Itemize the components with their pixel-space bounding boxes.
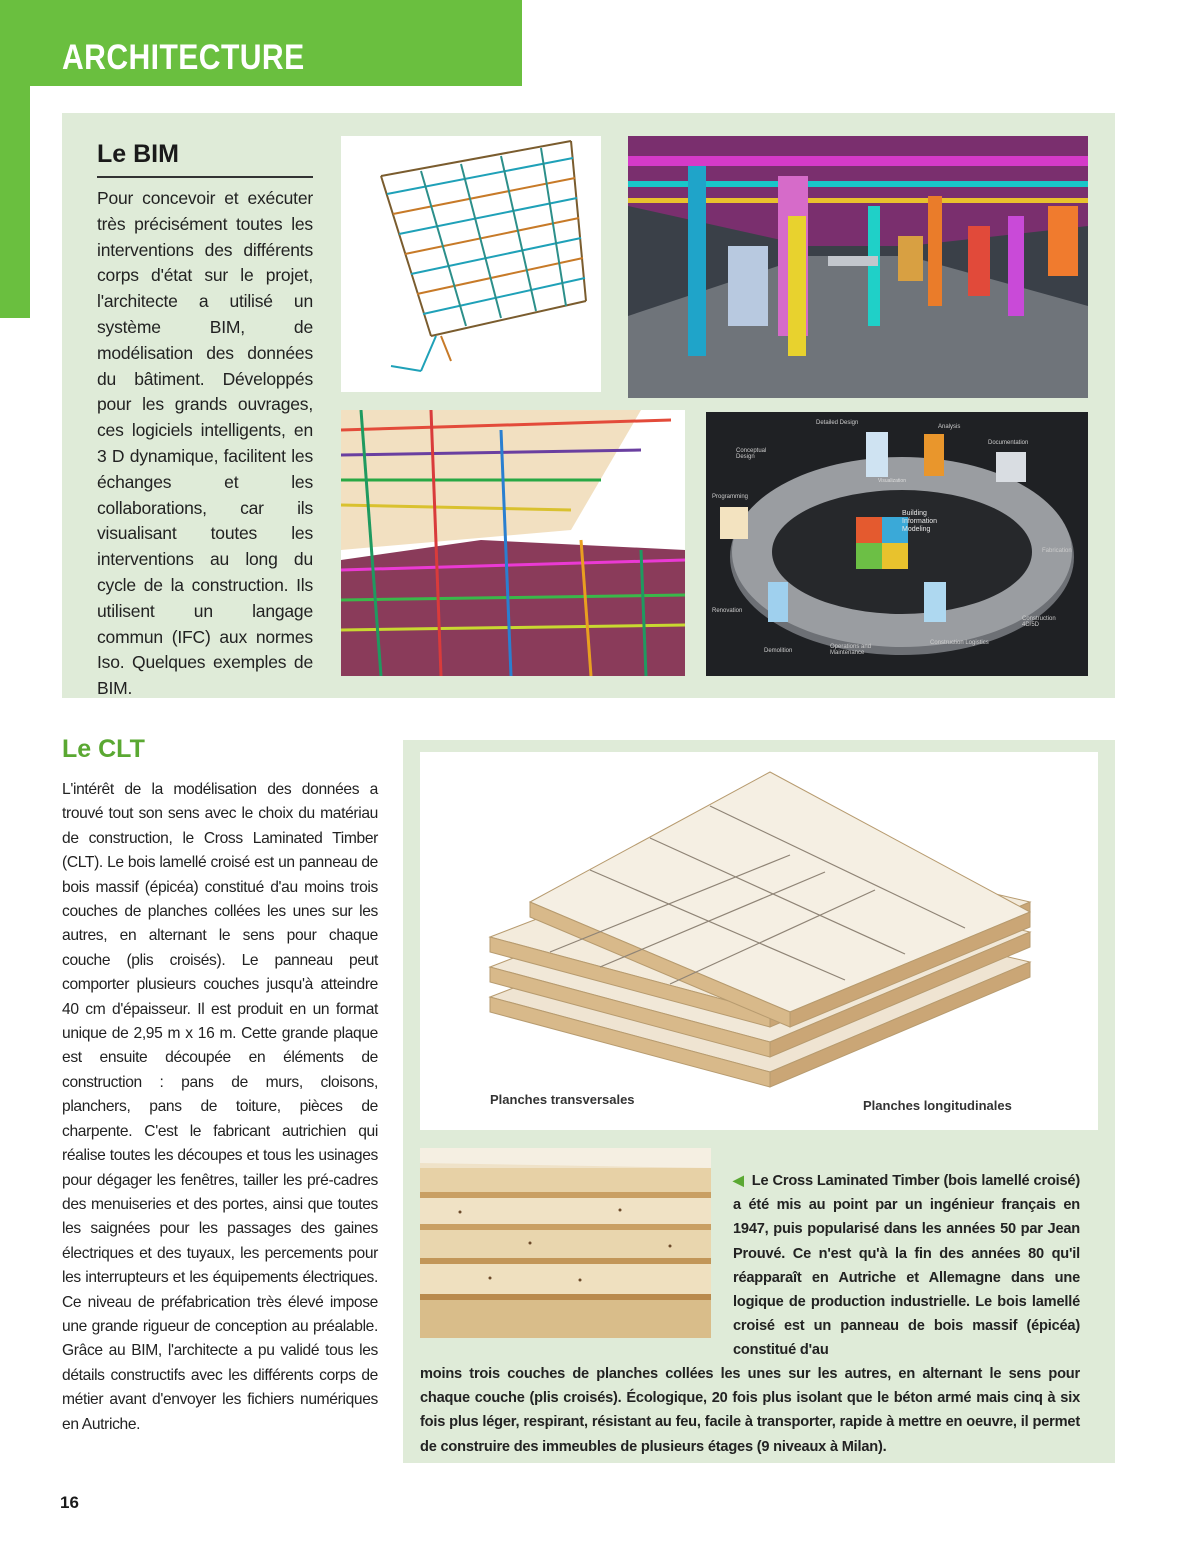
- label-planches-longitudinales: Planches longitudinales: [863, 1098, 1012, 1113]
- bim-cycle-label: Documentation: [988, 440, 1029, 446]
- bim-cycle-label: Demolition: [764, 648, 793, 654]
- bim-cycle-label: Analysis: [938, 424, 961, 430]
- bim-pipe-network-render: [341, 410, 685, 676]
- section-title: ARCHITECTURE: [62, 38, 305, 77]
- bim-heading-rule: [97, 176, 313, 178]
- clt-wood-photo: [420, 1148, 711, 1338]
- clt-caption-top: [733, 1168, 1080, 1363]
- bim-cycle-label: Visualization: [878, 478, 906, 484]
- section-side-band: [0, 0, 30, 318]
- page-number: 16: [60, 1493, 79, 1512]
- bim-body-text: Pour concevoir et exécuter très précisément toutes les interventions des différents corps d'état sur le projet, l'architecte a utilisé un système BIM, de modélisation des données du bâtiment. Développés pour les grands ouvrages, ces logiciels intelligents, en 3 D dynamique, facilitent les échanges et les collaborations, car ils visualisant toutes les interventions au long du cycle de la construction. Ils utilisent un langage commun (IFC) aux normes Iso. Quelques exemples de BIM.: [97, 188, 313, 699]
- bim-heading: Le BIM: [97, 140, 179, 168]
- clt-layers-diagram: [420, 752, 1098, 1130]
- bim-cycle-label: Construction 4D/5D: [1022, 616, 1056, 628]
- clt-heading: Le CLT: [62, 735, 145, 763]
- bim-cycle-label: Detailed Design: [816, 420, 859, 426]
- bim-interior-render: [628, 136, 1088, 398]
- clt-caption-bottom: moins trois couches de planches collées les unes sur les autres, en alternant le sens pour chaque couche (plis croisés). Écologique, 20 fois plus isolant que le béton armé mais cinq à six fois plus léger, respirant, résistant au feu, facile à transporter, rapide à mettre en oeuvre, il permet de construire des immeubles de plusieurs étages (9 niveaux à Milan).: [420, 1366, 1080, 1455]
- bim-cycle-label: Operations and Maintenance: [830, 644, 872, 656]
- bim-cycle-label: Renovation: [712, 608, 743, 614]
- bim-cycle-label: Fabrication: [1042, 548, 1072, 554]
- bim-structure-image: [341, 136, 601, 392]
- bim-cycle-label: Construction Logistics: [930, 640, 989, 646]
- label-planches-transversales: Planches transversales: [490, 1092, 635, 1107]
- clt-caption-top-text: Le Cross Laminated Timber (bois lamellé croisé) a été mis au point par un ingénieur français en 1947, puis popularisé dans les années 50 par Jean Prouvé. Ce n'est qu'à la fin des années 80 qu'il réapparaît en Autriche et Allemagne dans une logique de production industrielle. Le bois lamellé croisé est un panneau de bois massif (épicéa) constitué d'au: [733, 1173, 1081, 1359]
- clt-body-text: L'intérêt de la modélisation des données a trouvé tout son sens avec le choix du matériau de construction, le Cross Laminated Timber (CLT). Le bois lamellé croisé est un panneau de bois massif (épicéa) constitué d'au moins trois couches de planches collées les unes sur les autres, en alternant le sens pour chaque couche (plis croisés). Le panneau peut comporter plusieurs couches jusqu'à atteindre 40 cm d'épaisseur. Il est produit en un format unique de 2,95 m x 16 m. Cette grande plaque est ensuite découpée en éléments de construction : pans de murs, cloisons, planchers, pans de toiture, pièces de charpente. C'est le fabricant autrichien qui réalise toutes les découpes et tous les usinages pour dégager les fenêtres, tailler les pré-cadres des menuiseries et des portes, ainsi que toutes les saignées pour les passages des gaines électriques et des tuyaux, les percements pour les interrupteurs et les équipements électriques. Ce niveau de préfabrication très élevé impose une grande rigueur de conception au préalable. Grâce au BIM, l'architecte a pu validé tous les détails constructifs avec les différents corps de métier avant d'envoyer les fichiers numériques en Autriche.: [62, 781, 378, 1433]
- bim-cycle-label: Programming: [712, 494, 749, 500]
- bim-cycle-center-label: Building Information Modeling: [902, 510, 938, 533]
- caption-arrow-icon: ◀: [733, 1172, 744, 1188]
- bim-cycle-diagram: [706, 412, 1088, 676]
- bim-cycle-label: Conceptual Design: [736, 448, 767, 460]
